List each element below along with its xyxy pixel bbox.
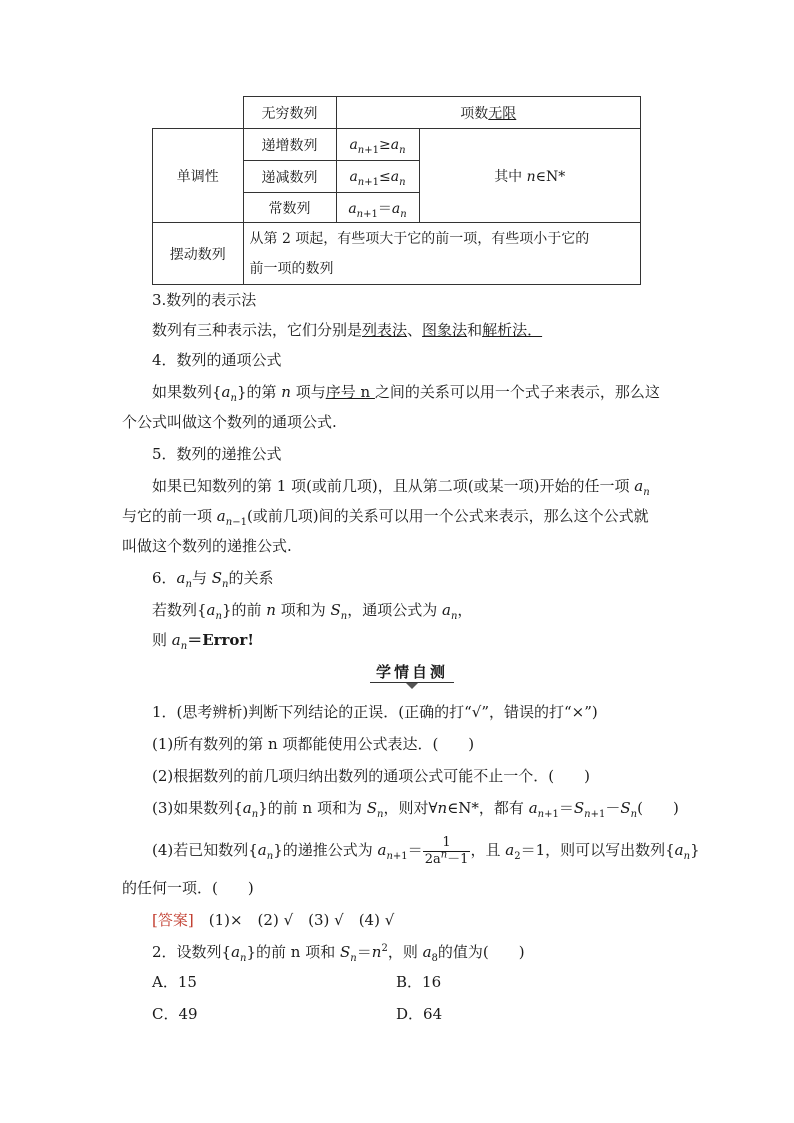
self-test-title: 学情自测 [375, 663, 448, 681]
section-5-line2: 与它的前一项 $a_{n-1}$(或前几项)间的关系可以用一个公式来表示，那么这个公式就 [122, 507, 649, 528]
table-row [153, 223, 641, 285]
decreasing-label: 递减数列 [243, 161, 336, 193]
section-5-line3: 叫做这个数列的递推公式. [122, 537, 292, 555]
section-5-line1: 如果已知数列的第 1 项(或前几项)，且从第二项(或某一项)开始的任一项 $a_n$ [152, 477, 650, 498]
q2-stem: 2．设数列$\{a_n\}$的前 n 项和 $S_n=n^2$，则 $a_8$的值为( ) [152, 943, 525, 964]
constant-label: 常数列 [243, 193, 336, 223]
q1-item1: (1)所有数列的第 n 项都能使用公式表达．( ) [152, 735, 475, 753]
decreasing-formula: $a_{n+1}\le a_n$ [336, 161, 419, 193]
table-row [153, 129, 641, 161]
section-6-line1: 若数列$\{a_n\}$的前 n 项和为 $S_n$，通项公式为 $a_n$， [152, 601, 473, 622]
domain-note: 其中 n∈N* [419, 129, 641, 223]
q2-option-c: C．49 [152, 1005, 198, 1023]
q1-stem: 1．(思考辨析)判断下列结论的正误．(正确的打“√”，错误的打“×”) [152, 703, 598, 721]
row-label-infinite: 无穷数列 [243, 97, 336, 129]
section-4-line1: 如果数列$\{a_n\}$的第 n 项与序号 n 之间的关系可以用一个式子来表示，那么这 [152, 383, 660, 404]
q1-answer: [答案] (1)× (2) √ (3) √ (4) √ [152, 911, 395, 929]
section-3-text: 数列有三种表示法，它们分别是列表法、图象法和解析法． [152, 321, 543, 339]
oscillating-desc: 从第 2 项起，有些项大于它的前一项，有些项小于它的 前一项的数列 [243, 223, 641, 285]
q2-option-d: D．64 [396, 1005, 443, 1023]
section-4-line2: 个公式叫做这个数列的通项公式. [122, 413, 337, 431]
section-5-heading: 5．数列的递推公式 [152, 445, 282, 463]
monotonic-label: 单调性 [153, 129, 244, 223]
q1-item4: (4)若已知数列$\{a_n\}$的递推公式为 $a_{n+1}=$ $\frac{1}{2a^n-1}$ ，且 $a_2=1$，则可以写出数列$\{a_n\}$ [152, 834, 700, 867]
oscillating-label: 摆动数列 [153, 223, 244, 285]
section-6-line2: 则 $a_n=Error$! [152, 631, 254, 652]
recurrence-fraction: $\frac{1}{2a^n-1}$ [424, 834, 469, 867]
section-4-heading: 4．数列的通项公式 [152, 351, 282, 369]
sequence-properties-table [152, 96, 641, 285]
table-row [153, 97, 641, 129]
q1-item2: (2)根据数列的前几项归纳出数列的通项公式可能不止一个．( ) [152, 767, 590, 785]
increasing-formula: $a_{n+1}\ge a_n$ [336, 129, 419, 161]
increasing-label: 递增数列 [243, 129, 336, 161]
q2-option-a: A．15 [152, 973, 197, 991]
section-6-heading: 6．$a_n$与 $S_n$的关系 [152, 569, 274, 590]
section-3-heading: 3.数列的表示法 [152, 291, 257, 309]
q2-option-b: B．16 [396, 973, 442, 991]
q1-item3: (3)如果数列$\{a_n\}$的前 n 项和为 $S_n$，则对∀n∈N*，都有 $a_{n+1}=S_{n+1}-S_n$( ) [152, 799, 679, 820]
q1-item4-line2: 的任何一项．( ) [122, 879, 254, 897]
title-triangle-icon [406, 683, 418, 689]
row-desc-infinite: 项数无限 [336, 97, 641, 129]
constant-formula: $a_{n+1}=a_n$ [336, 193, 419, 223]
